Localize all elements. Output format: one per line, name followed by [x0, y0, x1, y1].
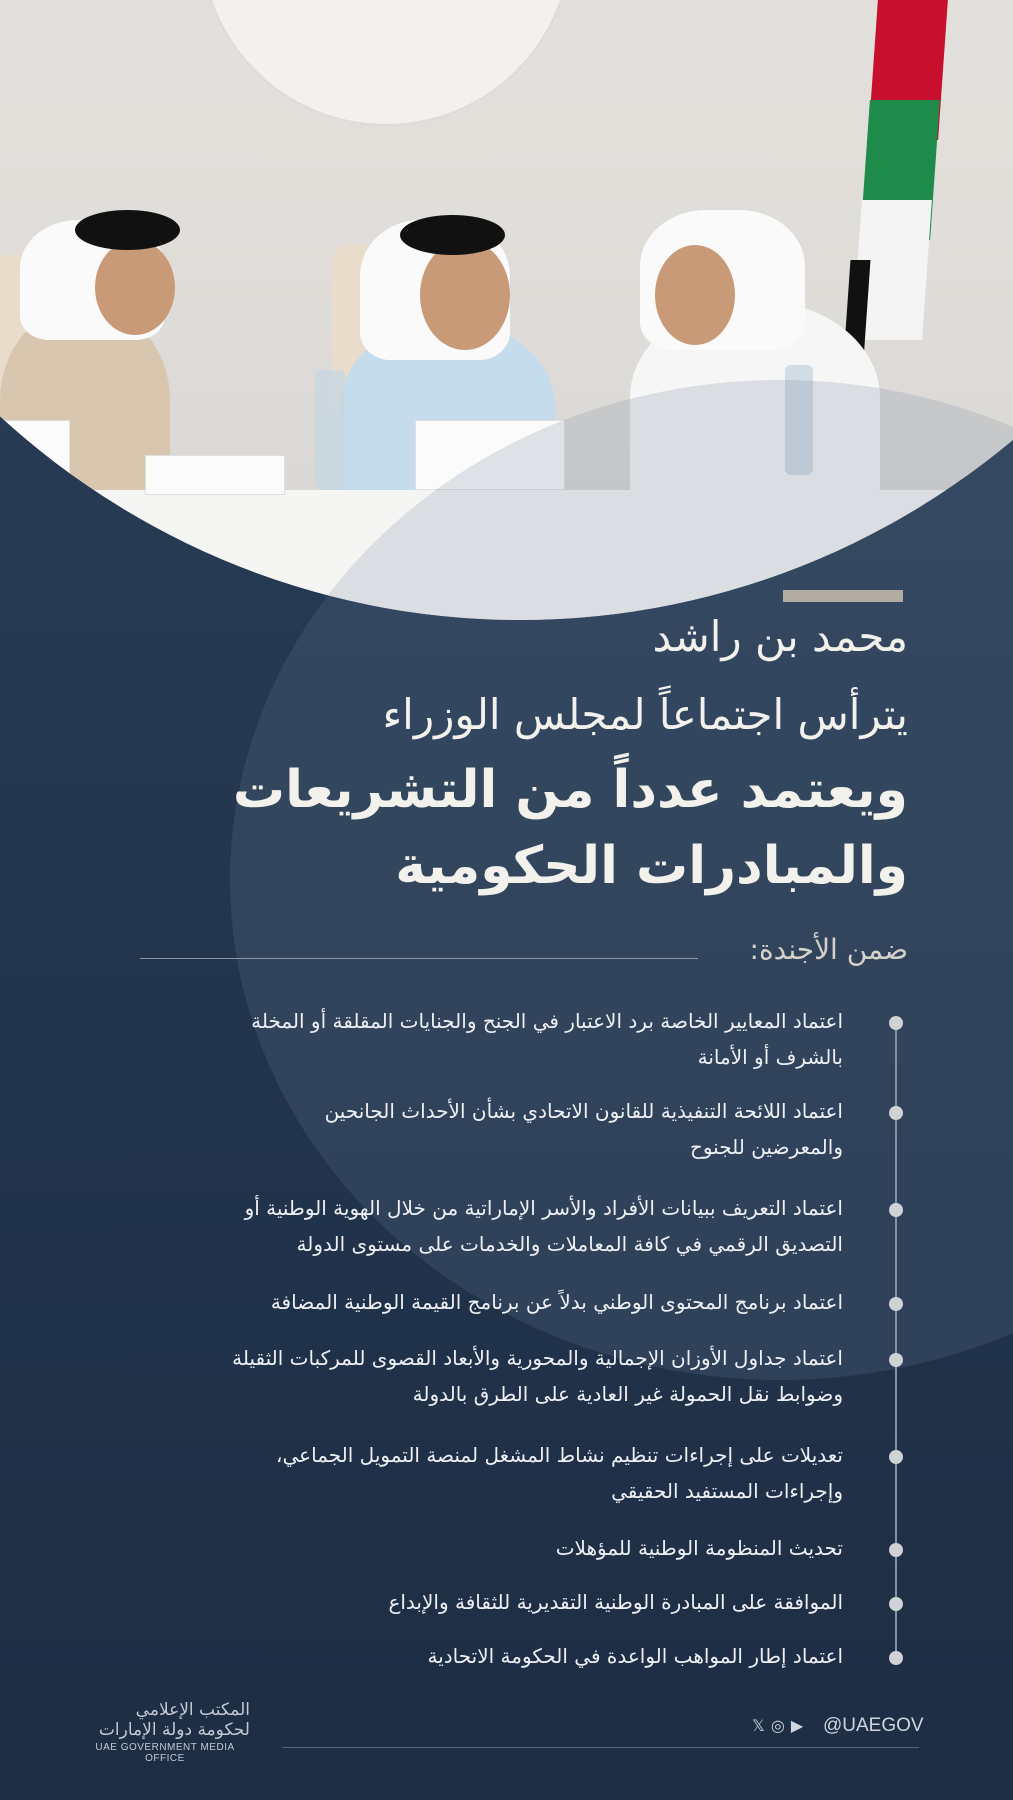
agenda-item-line: والمعرضين للجنوح [689, 1135, 843, 1159]
divider [140, 958, 698, 959]
agenda-item [123, 1437, 843, 1509]
social-icons [752, 1716, 809, 1735]
agenda-item-line: وضوابط نقل الحمولة غير العادية على الطرق بالدولة [412, 1382, 843, 1406]
logo-arabic-line-1: المكتب الإعلامي [135, 1700, 250, 1720]
media-office-logo [80, 1700, 250, 1764]
agenda-item-line: اعتماد جداول الأوزان الإجمالية والمحورية والأبعاد القصوى للمركبات الثقيلة [232, 1346, 843, 1370]
agenda-label: ضمن الأجندة: [749, 933, 908, 966]
accent-bar [783, 590, 903, 602]
timeline-dot [889, 1543, 903, 1557]
agenda-item [123, 1638, 843, 1674]
agenda-item [123, 1190, 843, 1262]
timeline-dot [889, 1297, 903, 1311]
agenda-item-line: اعتماد إطار المواهب الواعدة في الحكومة الاتحادية [427, 1644, 843, 1668]
agenda-item-line: اعتماد المعايير الخاصة برد الاعتبار في الجنح والجنايات المقلقة أو المخلة [251, 1009, 843, 1033]
agenda-item [123, 1530, 843, 1566]
agenda-item [123, 1584, 843, 1620]
agenda-item-line: تحديث المنظومة الوطنية للمؤهلات [555, 1536, 843, 1560]
uae-flag [853, 0, 963, 420]
logo-english: UAE GOVERNMENT MEDIA OFFICE [95, 1742, 235, 1764]
timeline-dot [889, 1450, 903, 1464]
agenda-item-line: بالشرف أو الأمانة [697, 1045, 843, 1069]
youtube-icon[interactable]: ▶ [790, 1716, 804, 1735]
social-handle[interactable]: @UAEGOV [823, 1715, 924, 1736]
agenda-item-line: تعديلات على إجراءات تنظيم نشاط المشغل لمنصة التمويل الجماعي، [276, 1443, 843, 1467]
agenda-item [123, 1340, 843, 1412]
headline-line-3: ويعتمد عدداً من التشريعات [232, 760, 908, 820]
agenda-item-line: الموافقة على المبادرة الوطنية التقديرية للثقافة والإبداع [388, 1590, 843, 1614]
agenda-item-line: اعتماد برنامج المحتوى الوطني بدلاً عن برنامج القيمة الوطنية المضافة [270, 1290, 843, 1314]
timeline-dot [889, 1203, 903, 1217]
headline-line-1: محمد بن راشد [652, 612, 908, 661]
agenda-item [123, 1003, 843, 1075]
agenda-item-line: اعتماد اللائحة التنفيذية للقانون الاتحادي بشأن الأحداث الجانحين [324, 1099, 843, 1123]
logo-arabic-line-2: لحكومة دولة الإمارات [98, 1720, 250, 1740]
agenda-item-line: التصديق الرقمي في كافة المعاملات والخدمات على مستوى الدولة [296, 1232, 843, 1256]
timeline-dot [889, 1353, 903, 1367]
wall-emblem [200, 0, 572, 126]
agenda-item-line: وإجراءات المستفيد الحقيقي [611, 1479, 843, 1503]
instagram-icon[interactable]: ◎ [770, 1716, 785, 1735]
timeline-dot [889, 1597, 903, 1611]
timeline-dot [889, 1106, 903, 1120]
footer-divider [282, 1747, 919, 1748]
agenda-item-line: اعتماد التعريف ببيانات الأفراد والأسر الإماراتية من خلال الهوية الوطنية أو [244, 1196, 843, 1220]
timeline-dot [889, 1651, 903, 1665]
headline-line-2: يترأس اجتماعاً لمجلس الوزراء [382, 690, 908, 739]
headline-line-4: والمبادرات الحكومية [395, 836, 908, 896]
agenda-item [123, 1284, 843, 1320]
timeline-dot [889, 1016, 903, 1030]
x-icon[interactable]: 𝕏 [752, 1716, 765, 1735]
agenda-item [123, 1093, 843, 1165]
